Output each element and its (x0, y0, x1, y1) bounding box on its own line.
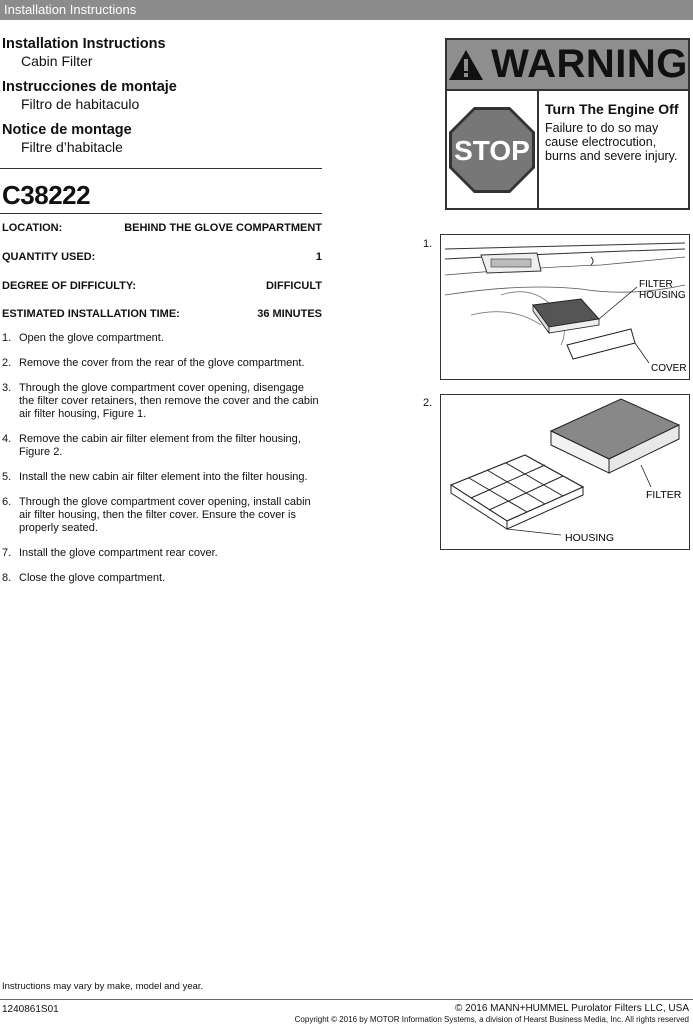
figure1-illustration (440, 234, 690, 380)
title-es: Instrucciones de montaje (2, 79, 177, 95)
header-title: Installation Instructions (4, 2, 137, 17)
warning-box (445, 38, 690, 210)
divider (0, 999, 693, 1000)
list-item (2, 357, 322, 370)
warning-header (447, 40, 688, 91)
step-text: Remove the cabin air filter element from the filter housing, Figure 2. (19, 433, 301, 458)
step-text: Install the glove compartment rear cover. (19, 547, 218, 559)
step-number: 7. (2, 547, 12, 559)
subtitle-fr: Filtre d’habitacle (21, 139, 123, 155)
warning-text: Failure to do so may cause electrocution, burns and severe injury. (545, 121, 678, 163)
list-item (2, 547, 322, 560)
list-item (2, 572, 322, 585)
step-text: Remove the cover from the rear of the glove compartment. (19, 357, 305, 369)
spec-time (2, 308, 322, 320)
footnote: Instructions may vary by make, model and year. (2, 981, 204, 992)
list-item (2, 332, 322, 345)
figure2-label-housing: HOUSING (565, 532, 615, 544)
spec-label: QUANTITY USED: (2, 251, 96, 263)
title-fr: Notice de montage (2, 122, 132, 138)
step-number: 5. (2, 471, 12, 483)
step-text: Install the new cabin air filter element into the filter housing. (19, 471, 308, 483)
step-number: 6. (2, 496, 12, 508)
subtitle-en: Cabin Filter (21, 53, 93, 69)
list-item (2, 433, 322, 459)
divider (0, 168, 322, 169)
warning-headline: Turn The Engine Off (545, 101, 679, 117)
spec-label: LOCATION: (2, 222, 63, 234)
step-text: Open the glove compartment. (19, 332, 164, 344)
figure1-label-cover: COVER (651, 363, 687, 374)
stop-cell (447, 91, 539, 208)
figure1-label-filter: FILTER (639, 279, 673, 290)
step-number: 4. (2, 433, 12, 445)
step-number: 2. (2, 357, 12, 369)
spec-location (2, 222, 322, 234)
subtitle-es: Filtro de habitaculo (21, 96, 140, 112)
spec-label: ESTIMATED INSTALLATION TIME: (2, 308, 180, 320)
figure2-label-filter: FILTER (646, 489, 682, 501)
spec-difficulty (2, 280, 322, 292)
header-bar (0, 0, 693, 20)
spec-value: 36 MINUTES (257, 308, 322, 320)
stop-sign-icon (447, 105, 537, 195)
spec-quantity (2, 251, 322, 263)
divider (0, 213, 322, 214)
spec-value: 1 (315, 251, 322, 263)
step-number: 3. (2, 382, 12, 394)
warning-triangle-icon (447, 48, 485, 82)
dashboard-filter-diagram (441, 235, 689, 379)
step-text: Close the glove compartment. (19, 572, 166, 584)
part-number: C38222 (2, 180, 91, 210)
step-text: Through the glove compartment cover opening, disengage the filter cover retainers, then remove the cover and the cabin air filter housing, Figure 1. (19, 382, 319, 420)
warning-title: WARNING (491, 42, 688, 86)
step-text: Through the glove compartment cover opening, install cabin air filter housing, then the filter cover. Ensure the cover is properly seated. (19, 496, 311, 534)
title-block (2, 36, 332, 165)
figure1-label-housing: HOUSING (639, 290, 686, 301)
filter-housing-diagram (441, 395, 689, 549)
spec-value: BEHIND THE GLOVE COMPARTMENT (124, 222, 322, 234)
figure2-number: 2. (423, 397, 433, 409)
list-item (2, 382, 322, 421)
list-item (2, 496, 322, 535)
stop-sign-text: STOP (454, 134, 530, 166)
copyright-mann: © 2016 MANN+HUMMEL Purolator Filters LLC, USA (454, 1003, 689, 1014)
list-item (2, 471, 322, 484)
figure2-illustration (440, 394, 690, 550)
spec-value: DIFFICULT (265, 280, 322, 292)
spec-label: DEGREE OF DIFFICULTY: (2, 280, 137, 292)
figure1-number: 1. (423, 238, 433, 250)
copyright-motor: Copyright © 2016 by MOTOR Information Systems, a division of Hearst Business Media, Inc. All rights reserved (294, 1015, 689, 1024)
doc-number: 1240861S01 (2, 1004, 59, 1015)
step-number: 1. (2, 332, 12, 344)
title-en: Installation Instructions (2, 36, 166, 52)
step-number: 8. (2, 572, 12, 584)
steps-list (2, 332, 322, 597)
